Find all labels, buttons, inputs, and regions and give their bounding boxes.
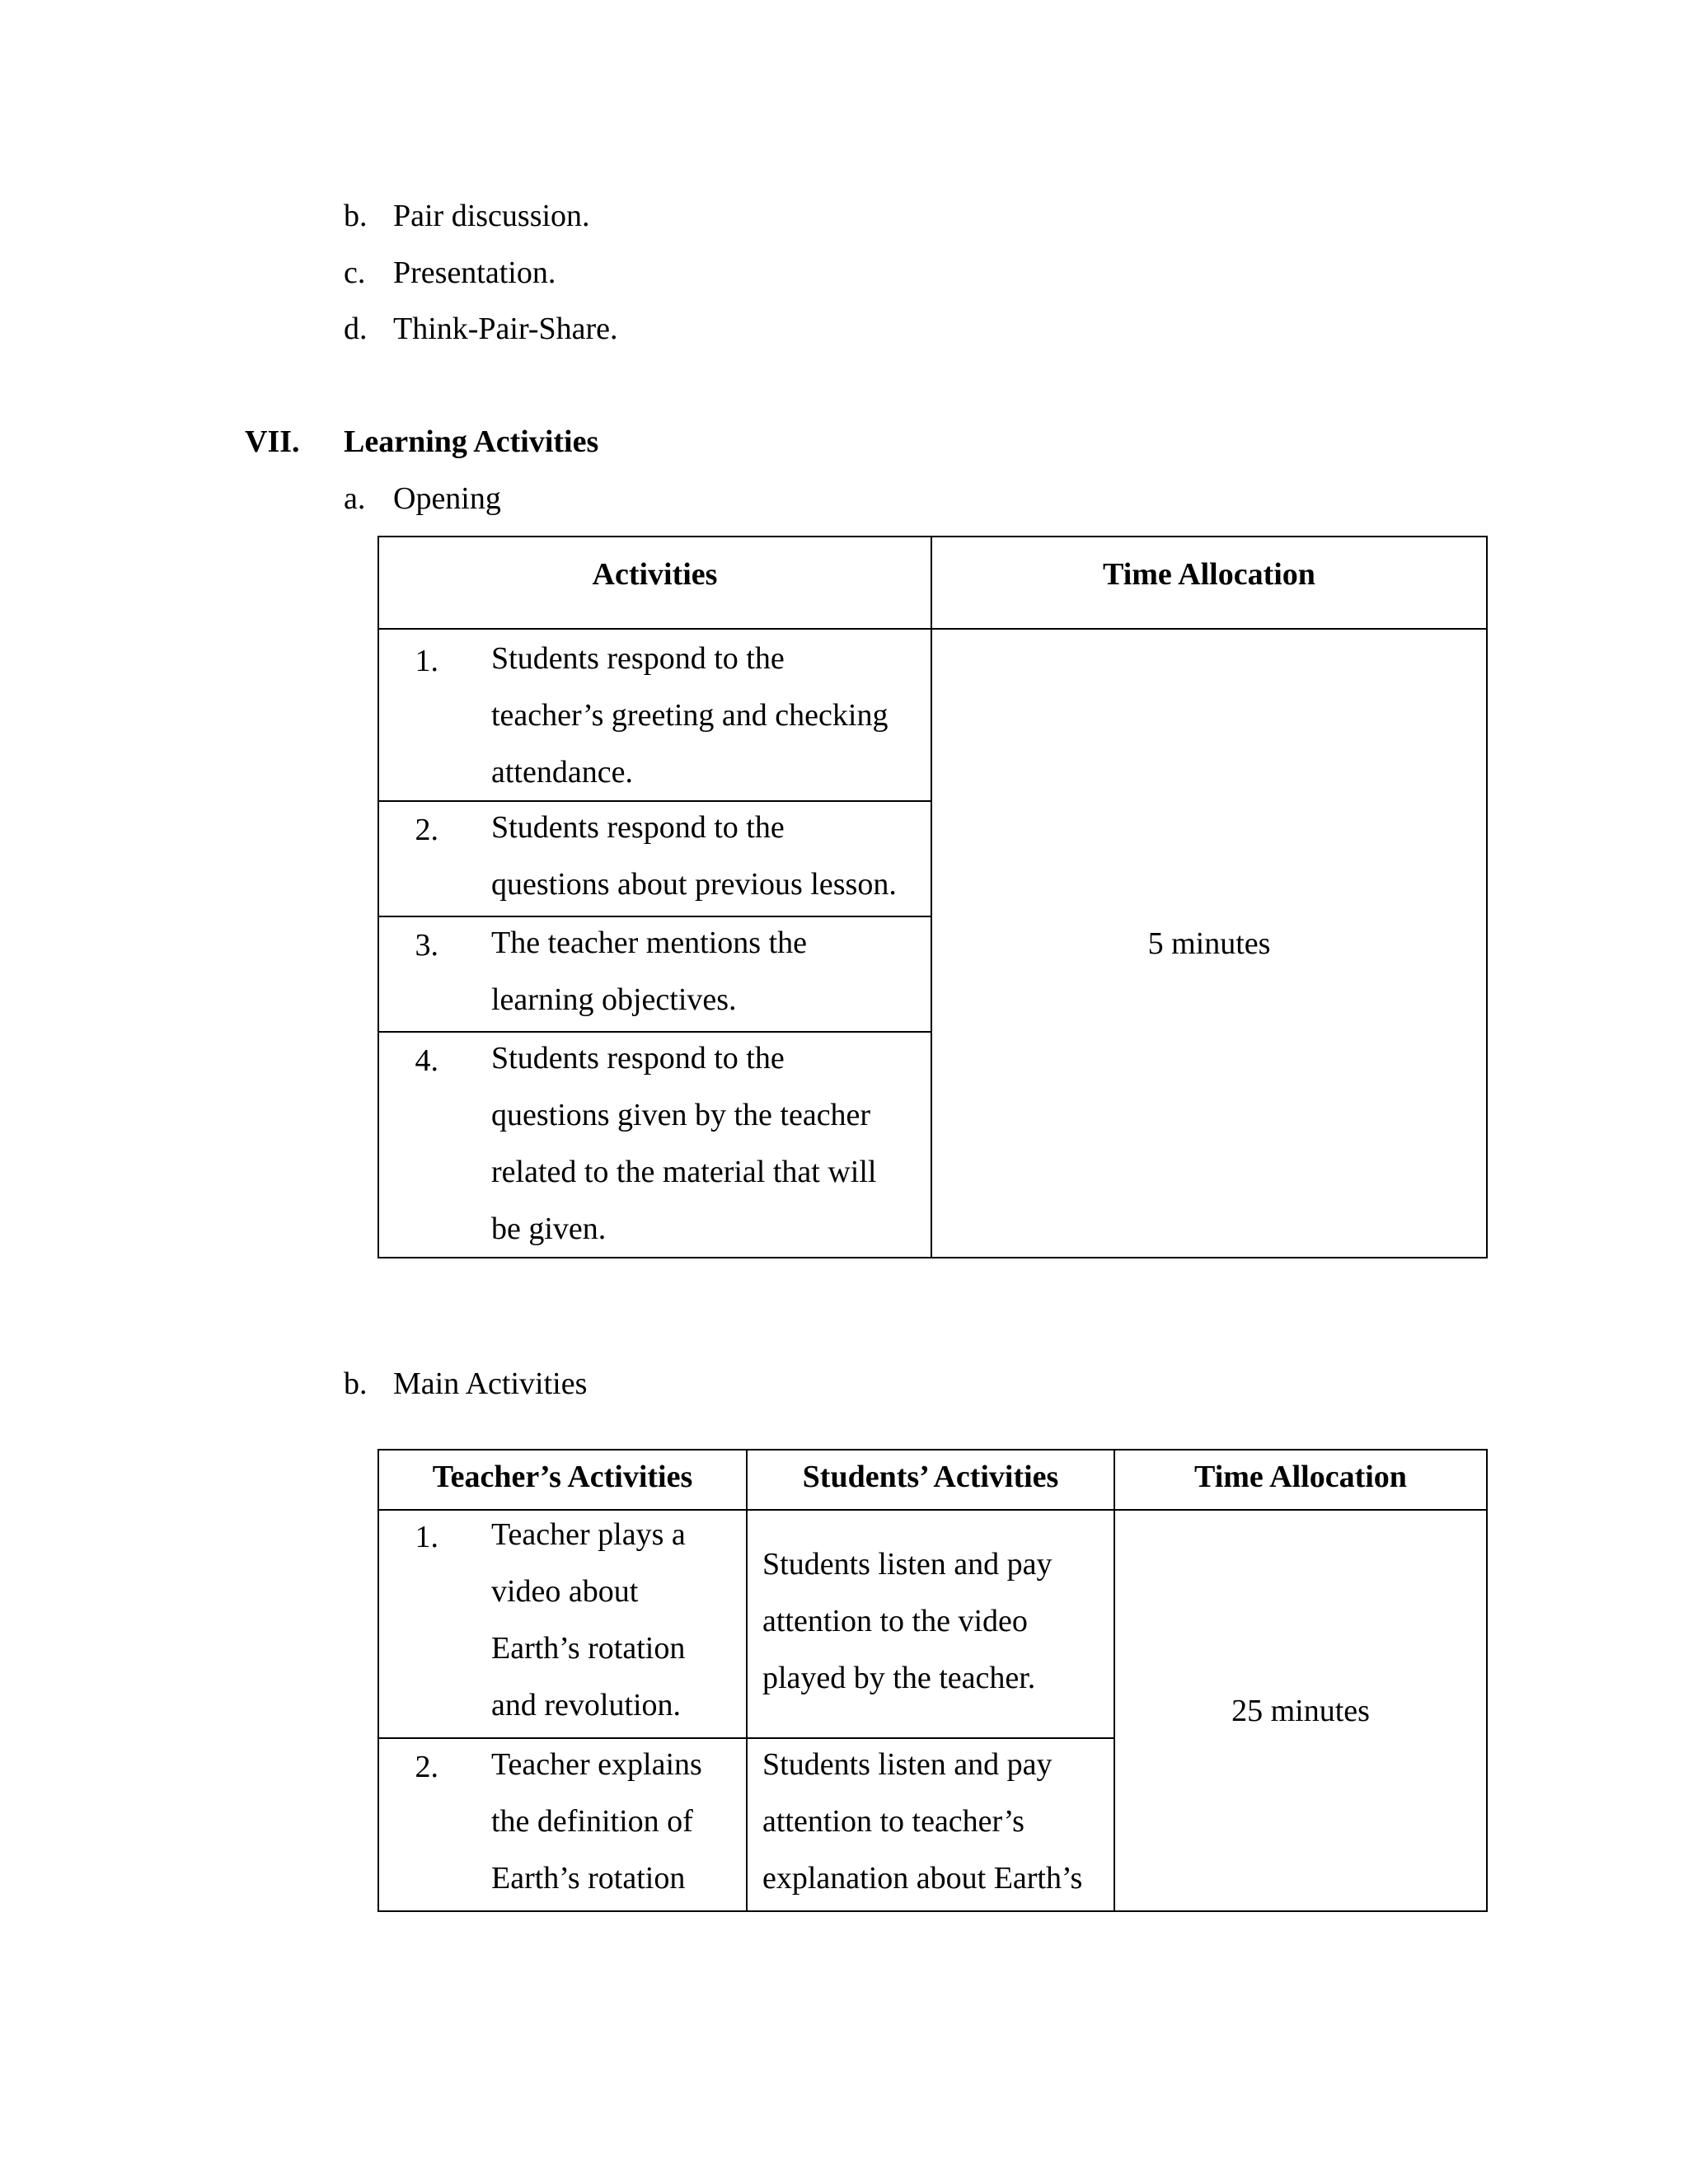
subsection-main-activities-label: Main Activities [393,1366,588,1401]
list-item-pair-discussion: Pair discussion. [393,199,590,233]
main-header-teacher: Teacher’s Activities [378,1450,747,1510]
list-marker-c: c. [344,255,366,290]
section-title: Learning Activities [344,424,599,459]
opening-row-1-text: Students respond to the teacher’s greeting and checking attendance. [491,641,889,790]
opening-table [377,536,1488,1258]
opening-time-value: 5 minutes [1147,926,1271,961]
opening-time-cell [931,629,1487,1258]
list-item-think-pair-share: Think-Pair-Share. [393,312,618,346]
opening-row-1-number: 1. [415,644,438,678]
list-marker-b: b. [344,199,368,233]
main-header-students: Students’ Activities [747,1450,1114,1510]
opening-header-time: Time Allocation [931,537,1487,629]
opening-row-4-number: 4. [415,1043,438,1078]
main-row-2-teacher-text: Teacher explains the definition of Earth’s rotation [491,1747,702,1896]
opening-row-3-text: The teacher mentions the learning objectives. [491,926,808,1017]
main-activities-table [377,1449,1488,1912]
main-row [378,1510,1487,1738]
list-marker-d: d. [344,312,368,346]
section-number: VII. [245,424,300,459]
opening-row-3-number: 3. [415,928,438,963]
main-row-2-number: 2. [415,1750,438,1784]
main-row-1-teacher-text: Teacher plays a video about Earth’s rotation and revolution. [491,1517,686,1722]
subsection-marker-a: a. [344,481,366,516]
main-row-2-students-text: Students listen and pay attention to teacher’s explanation about Earth’s [762,1747,1083,1896]
opening-row-2-text: Students respond to the questions about previous lesson. [491,810,897,902]
main-time-cell [1114,1510,1487,1911]
main-row-1-students-text: Students listen and pay attention to the video played by the teacher. [762,1547,1053,1695]
main-time-value: 25 minutes [1231,1693,1370,1728]
subsection-marker-b: b. [344,1366,368,1401]
opening-header-activities: Activities [378,537,931,629]
opening-row-4-text: Students respond to the questions given by the teacher related to the material that will be given. [491,1041,877,1246]
list-item-presentation: Presentation. [393,255,556,290]
main-header-time: Time Allocation [1114,1450,1487,1510]
subsection-opening-label: Opening [393,481,501,516]
opening-row [378,629,1487,801]
opening-row-2-number: 2. [415,813,438,847]
main-row-1-number: 1. [415,1520,438,1554]
